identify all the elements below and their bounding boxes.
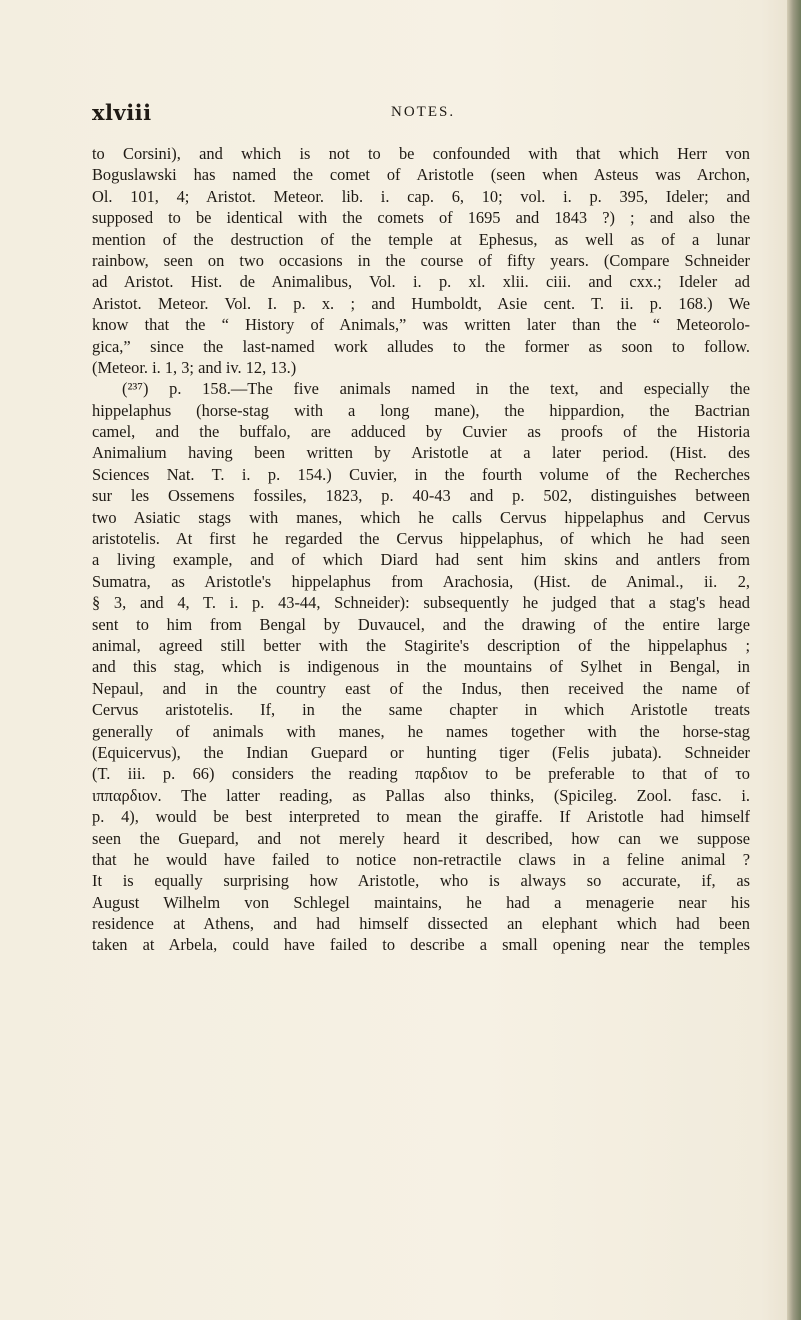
text-line: August Wilhelm von Schlegel maintains, he had a menagerie near his (92, 892, 750, 912)
text-line: § 3, and 4, T. i. p. 43-44, Schneider): subsequently he judged that a stag's head (92, 593, 750, 613)
text-line: (Equicervus), the Indian Guepard or hunting tiger (Felis jubata). Schneider (92, 742, 750, 762)
text-line: Ol. 101, 4; Aristot. Meteor. lib. i. cap. 6, 10; vol. i. p. 395, Ideler; and (92, 186, 750, 206)
text-line: camel, and the buffalo, are adduced by Cuvier as proofs of the Historia (92, 422, 750, 442)
text-line: a living example, and of which Diard had sent him skins and antlers from (92, 550, 750, 570)
text-line: sur les Ossemens fossiles, 1823, p. 40-43 and p. 502, distinguishes between (92, 486, 750, 506)
text-line: and this stag, which is indigenous in the mountains of Sylhet in Bengal, in (92, 657, 750, 677)
text-line: (Meteor. i. 1, 3; and iv. 12, 13.) (92, 357, 297, 377)
text-line: p. 4), would be best interpreted to mean the giraffe. If Aristotle had himself (92, 807, 750, 827)
text-line: know that the “ History of Animals,” was written later than the “ Meteorolo- (92, 315, 750, 335)
text-line: aristotelis. At first he regarded the Cervus hippelaphus, of which he had seen (92, 529, 750, 549)
text-line: Cervus aristotelis. If, in the same chapter in which Aristotle treats (92, 700, 750, 720)
text-line: ιππαρδιον. The latter reading, as Pallas also thinks, (Spicileg. Zool. fasc. i. (92, 785, 750, 805)
text-line: animal, agreed still better with the Stagirite's description of the hippelaphus ; (92, 635, 750, 655)
text-line: that he would have failed to notice non-retractile claws in a feline animal ? (92, 849, 750, 869)
text-line: It is equally surprising how Aristotle, who is always so accurate, if, as (92, 871, 750, 891)
text-line: mention of the destruction of the temple at Ephesus, as well as of a lunar (92, 229, 750, 249)
text-line: Aristot. Meteor. Vol. I. p. x. ; and Humboldt, Asie cent. T. ii. p. 168.) We (92, 293, 750, 313)
text-line: gica,” since the last-named work alludes to the former as soon to follow. (92, 336, 750, 356)
notes-body (92, 143, 750, 956)
text-line: taken at Arbela, could have failed to describe a small opening near the temples (92, 935, 750, 955)
text-line: generally of animals with manes, he names together with the horse-stag (92, 721, 750, 741)
text-line: Boguslawski has named the comet of Aristotle (seen when Asteus was Archon, (92, 165, 750, 185)
text-line: to Corsini), and which is not to be confounded with that which Herr von (92, 144, 750, 163)
text-line: sent to him from Bengal by Duvaucel, and the drawing of the entire large (92, 614, 750, 634)
text-line: Animalium having been written by Aristotle at a later period. (Hist. des (92, 443, 750, 463)
text-line: supposed to be identical with the comets of 1695 and 1843 ?) ; and also the (92, 208, 750, 228)
text-line: Sumatra, as Aristotle's hippelaphus from Arachosia, (Hist. de Animal., ii. 2, (92, 571, 750, 591)
text-line: Nepaul, and in the country east of the Indus, then received the name of (92, 678, 750, 698)
text-line: hippelaphus (horse-stag with a long mane), the hippardion, the Bactrian (92, 400, 750, 420)
text-line: rainbow, seen on two occasions in the course of fifty years. (Compare Schneider (92, 250, 750, 270)
page-number: xlviii (92, 100, 152, 125)
running-head: NOTES. (391, 104, 456, 120)
text-line: seen the Guepard, and not merely heard it described, how can we suppose (92, 828, 750, 848)
text-line: two Asiatic stags with manes, which he calls Cervus hippelaphus and Cervus (92, 507, 750, 527)
text-line: residence at Athens, and had himself dissected an elephant which had been (92, 914, 750, 934)
page-header (92, 100, 752, 126)
text-line: Sciences Nat. T. i. p. 154.) Cuvier, in the fourth volume of the Recherches (92, 464, 750, 484)
note-237-start: (²³⁷) p. 158.—The five animals named in the text, and especially the (122, 379, 750, 399)
page-edge (787, 0, 801, 1320)
text-line: ad Aristot. Hist. de Animalibus, Vol. i. p. xl. xlii. ciii. and cxx.; Ideler ad (92, 272, 750, 292)
text-line: (T. iii. p. 66) considers the reading παρδιον to be preferable to that of το (92, 764, 750, 784)
